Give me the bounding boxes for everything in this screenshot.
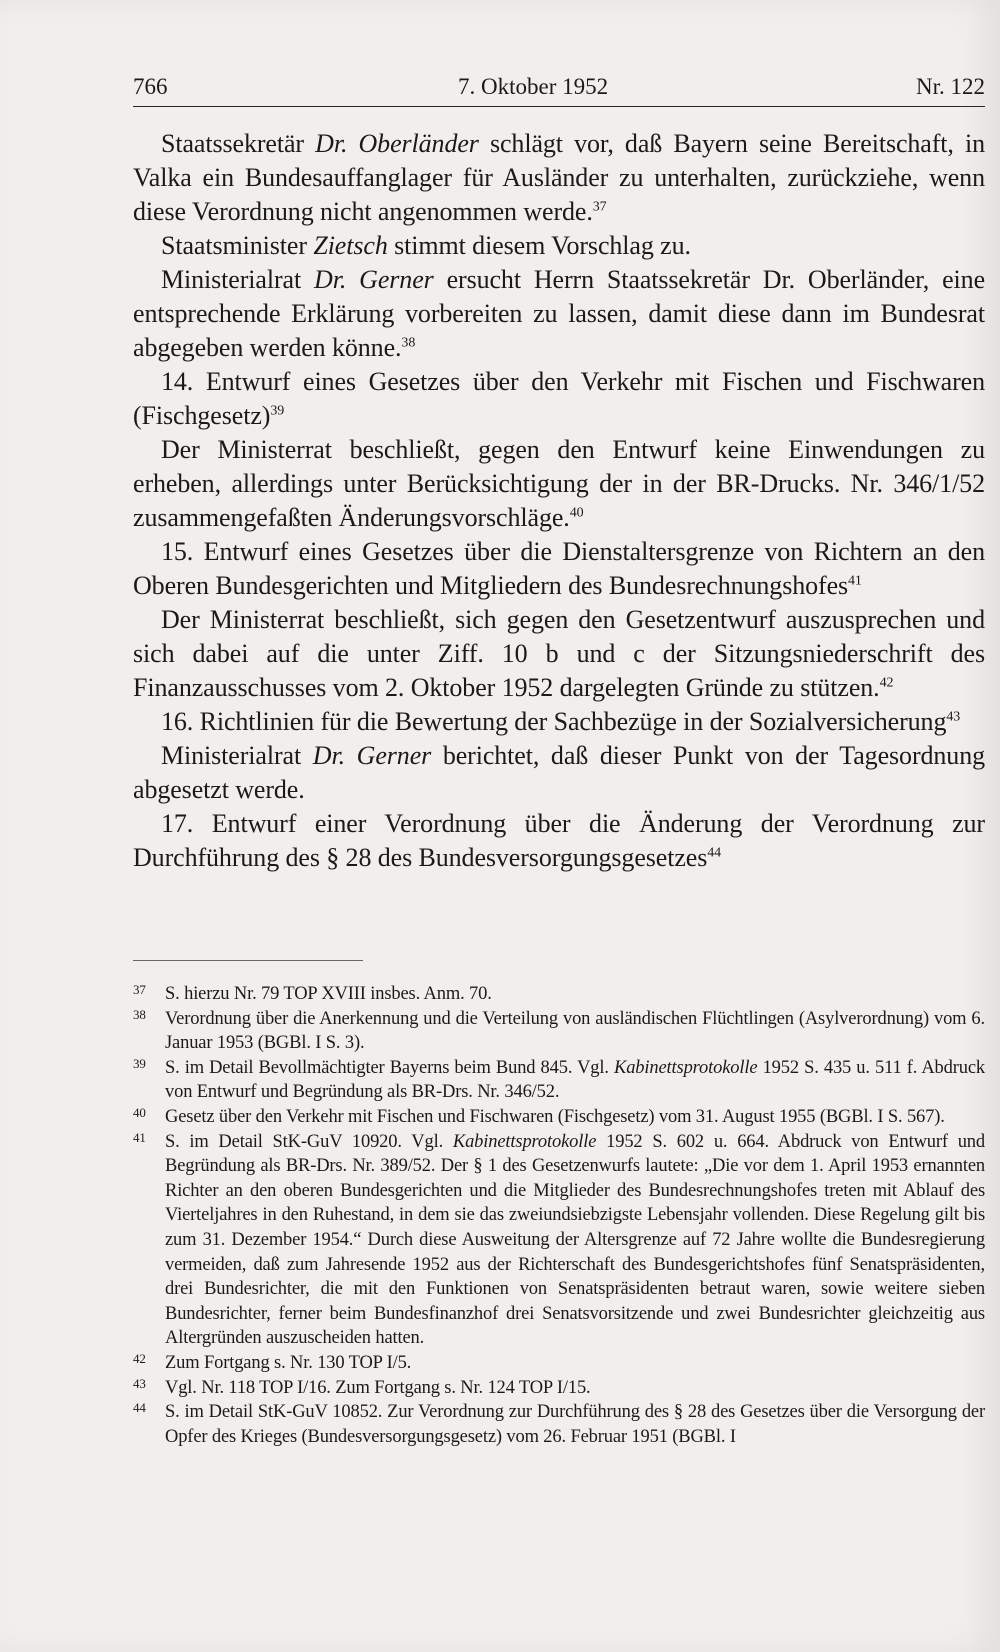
footnote: 37 S. hierzu Nr. 79 TOP XVIII insbes. Anm. 70. xyxy=(133,982,985,1007)
footnote-ref: 44 xyxy=(707,845,722,861)
footnote: 39 S. im Detail Bevollmächtigter Bayerns beim Bund 845. Vgl. Kabinettsprotokolle 1952 S. 435 u. 511 f. Abdruck von Entwurf und Begründung als BR-Drs. Nr. 346/52. xyxy=(133,1056,985,1105)
paragraph: Staatsminister Zietsch stimmt diesem Vorschlag zu. xyxy=(161,231,691,260)
person-name: Zietsch xyxy=(313,231,388,260)
paragraph: Der Ministerrat beschließt, sich gegen den Gesetzentwurf auszusprechen und sich dabei auf die unter Ziff. 10 b und c der Sitzungsniederschrift des Finanzausschusses vom 2. Oktober 1952 dargelegten Gründe zu stützen.$^{42}$ xyxy=(133,605,985,702)
paragraph: Ministerialrat Dr. Gerner berichtet, daß dieser Punkt von der Tagesordnung abgesetzt werde. xyxy=(133,741,985,804)
page-number: 766 xyxy=(133,74,168,99)
page-header xyxy=(133,68,985,107)
footnote: 38 Verordnung über die Anerkennung und die Verteilung von ausländischen Flüchtlingen (Asylverordnung) vom 6. Januar 1953 (BGBl. I S. 3). xyxy=(133,1007,985,1056)
footnote-number: 39 xyxy=(133,1055,146,1071)
footnotes xyxy=(133,982,985,1449)
person-name: Dr. Gerner xyxy=(314,265,434,294)
footnote: 43 Vgl. Nr. 118 TOP I/16. Zum Fortgang s. Nr. 124 TOP I/15. xyxy=(133,1376,985,1401)
footnote-divider xyxy=(133,960,363,961)
agenda-item-heading: 15. Entwurf eines Gesetzes über die Dienstaltersgrenze von Richtern an den Oberen Bundesgerichten und Mitgliedern des Bundesrechnungshofes$^{41}$ xyxy=(133,537,985,600)
agenda-item-heading: 16. Richtlinien für die Bewertung der Sachbezüge in der Sozialversicherung$^{43}$ xyxy=(161,707,961,736)
person-name: Dr. Gerner xyxy=(312,741,432,770)
agenda-item-heading: 14. Entwurf eines Gesetzes über den Verkehr mit Fischen und Fischwaren (Fischgesetz)$^{39}$ xyxy=(133,367,985,430)
header-date: 7. Oktober 1952 xyxy=(458,74,609,99)
footnote: 42 Zum Fortgang s. Nr. 130 TOP I/5. xyxy=(133,1351,985,1376)
footnote-number: 38 xyxy=(133,1006,146,1022)
footnote-number: 41 xyxy=(133,1129,146,1145)
footnote: 41 S. im Detail StK-GuV 10920. Vgl. Kabinettsprotokolle 1952 S. 602 u. 664. Abdruck von Entwurf und Begründung als BR-Drs. Nr. 389/52. Der § 1 des Gesetzenwurfs lautete: „Die vor dem 1. April 1953 ernannten Richter an den oberen Bundesgerichten und die Mitglieder des Bundesrechnungshofes treten mit Ablauf des Vierteljahres in den Ruhestand, in dem sie das zweiundsiebzigste Lebensjahr vollenden. Diese Regelung gilt bis zum 31. Dezember 1954.“ Durch diese Ausweitung der Altersgrenze auf 72 Jahre wollte die Bundesregierung vermeiden, daß zum Jahresende 1952 aus der Richterschaft des Bundesgerichtshofes fünf Senatspräsidenten, drei Bundesrichter, die mit den Funktionen von Senatspräsidenten betraut waren, sowie weitere sieben Bundesrichter, ferner beim Bundesfinanzhof drei Senatsvorsitzende und zwei Bundesrichter gleichzeitig aus Altergründen auszuscheiden hatten. xyxy=(133,1130,985,1351)
footnote-number: 43 xyxy=(133,1375,146,1391)
footnote-ref: 38 xyxy=(401,335,416,351)
issue-number: Nr. 122 xyxy=(916,74,985,99)
person-name: Dr. Oberländer xyxy=(315,129,479,158)
footnote-ref: 40 xyxy=(569,505,584,521)
footnote-number: 37 xyxy=(133,982,146,997)
footnote-ref: 42 xyxy=(879,675,894,691)
paragraph: Der Ministerrat beschließt, gegen den Entwurf keine Einwendungen zu erheben, allerdings unter Berücksichtigung der in der BR-Drucks. Nr. 346/1/52 zusammengefaßten Änderungsvorschläge.$^{40}$ xyxy=(133,435,985,532)
footnote-ref: 37 xyxy=(592,199,607,215)
paragraph: Ministerialrat Dr. Gerner ersucht Herrn Staatssekretär Dr. Oberländer, eine entsprechende Erklärung vorbereiten zu lassen, damit diese dann im Bundesrat abgegeben werden könne.$^{38}$ xyxy=(133,265,986,362)
footnote-number: 42 xyxy=(133,1350,146,1366)
footnote-number: 44 xyxy=(133,1400,146,1416)
footnote: 40 Gesetz über den Verkehr mit Fischen und Fischwaren (Fischgesetz) vom 31. August 1955 (BGBl. I S. 567). xyxy=(133,1105,985,1130)
paragraph: Staatssekretär Dr. Oberländer schlägt vor, daß Bayern seine Bereitschaft, in Valka ein Bundesauffanglager für Ausländer zu unterhalten, zurückziehe, wenn diese Verordnung nicht angenommen werde.$^{37}$ xyxy=(133,129,986,226)
body-text xyxy=(133,127,985,875)
footnote-ref: 43 xyxy=(946,709,961,725)
footnote-number: 40 xyxy=(133,1104,146,1120)
footnote-ref: 39 xyxy=(270,403,285,419)
agenda-item-heading: 17. Entwurf einer Verordnung über die Änderung der Verordnung zur Durchführung des § 28 des Bundesversorgungsgesetzes$^{44}$ xyxy=(133,809,985,872)
footnote-ref: 41 xyxy=(848,573,862,589)
footnote: 44 S. im Detail StK-GuV 10852. Zur Verordnung zur Durchführung des § 28 des Gesetzes über die Versorgung der Opfer des Krieges (Bundesversorgungsgesetz) vom 26. Februar 1951 (BGBl. I xyxy=(133,1400,985,1449)
